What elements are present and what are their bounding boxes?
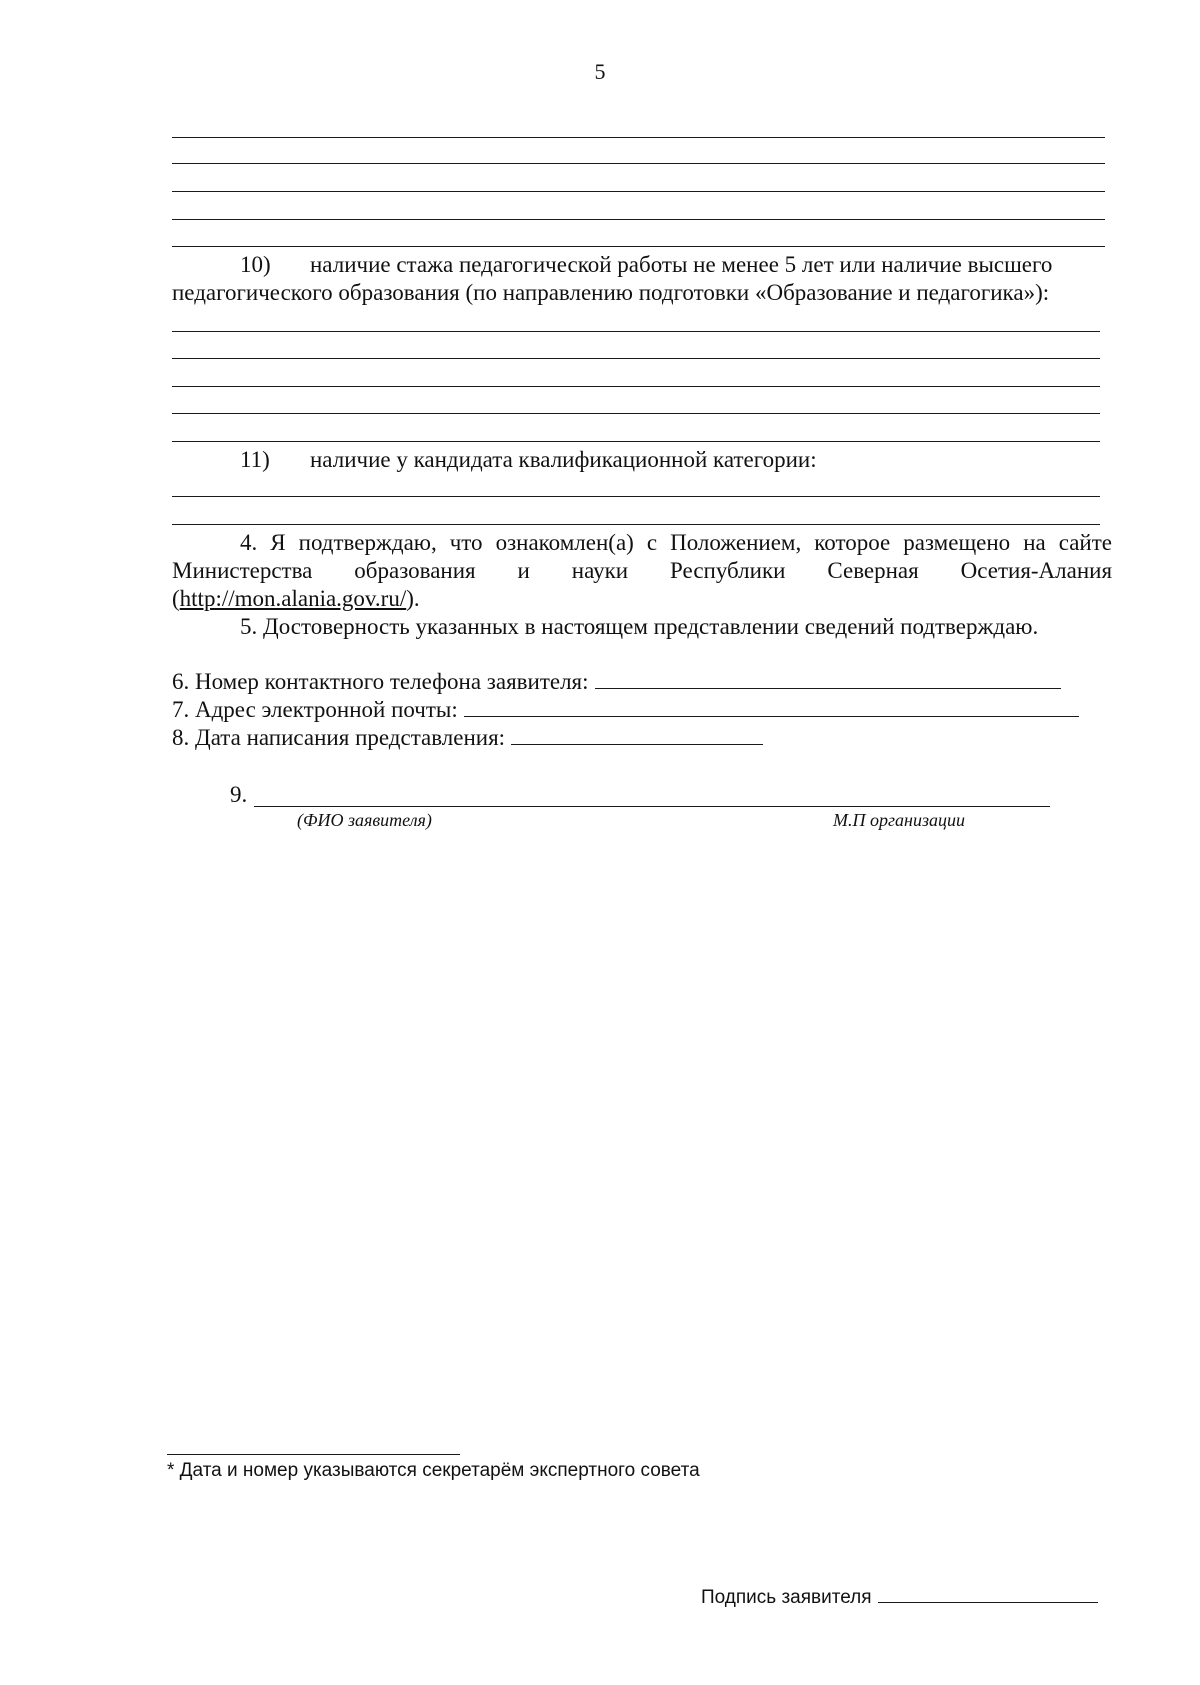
item-10 [240,251,1052,279]
section-9-number: 9. [230,782,248,807]
phone-field[interactable] [595,668,1061,689]
ministry-website-link[interactable]: http://mon.alania.gov.ru/ [179,586,407,611]
blank-line [172,441,1100,442]
signature [701,1584,1098,1612]
section-4-word: образования [354,558,476,583]
section-8 [172,724,763,752]
blank-line [172,331,1100,332]
section-4-line2 [172,557,1112,585]
signature-field[interactable] [878,1586,1098,1603]
section-4-word: Министерства [172,558,313,583]
phone-label: 6. Номер контактного телефона заявителя: [172,669,589,694]
item-10-text-line2: педагогического образования (по направлению подготовки «Образование и педагогика»): [172,280,1050,305]
page-number: 5 [594,59,606,84]
section-4-line1: 4. Я подтверждаю, что ознакомлен(а) с Положением, которое размещено на сайте [240,530,1112,555]
blank-line [172,413,1100,414]
item-11 [240,446,817,474]
email-field[interactable] [464,696,1079,717]
blank-line [172,358,1100,359]
link-open-paren: ( [172,586,180,611]
blank-line [172,386,1100,387]
footnote: * Дата и номер указываются секретарём экспертного совета [167,1460,700,1481]
section-7 [172,696,1079,724]
blank-line [172,137,1105,138]
footnote-separator [167,1454,460,1455]
section-4-word: Осетия-Алания [960,558,1113,583]
section-4-word: и [517,558,530,583]
applicant-name-field[interactable] [254,806,1050,807]
section-4-word: Республики [670,558,786,583]
caption-applicant-name: (ФИО заявителя) [297,810,432,830]
section-6 [172,668,1061,696]
section-4-word: Северная [827,558,919,583]
signature-label: Подпись заявителя [701,1587,872,1608]
section-4-line3 [172,585,420,613]
link-close-paren: ). [406,586,420,611]
blank-line [172,163,1105,164]
item-10-number: 10) [240,252,271,277]
date-field[interactable] [511,724,763,745]
section-4-word: науки [571,558,629,583]
item-11-number: 11) [240,447,270,472]
section-5: 5. Достоверность указанных в настоящем представлении сведений подтверждаю. [240,614,1039,639]
blank-line [172,191,1105,192]
blank-line [172,246,1105,247]
email-label: 7. Адрес электронной почты: [172,697,458,722]
blank-line [172,496,1100,497]
item-11-text: наличие у кандидата квалификационной категории: [310,447,817,472]
blank-line [172,524,1100,525]
blank-line [172,219,1105,220]
date-label: 8. Дата написания представления: [172,725,506,750]
item-10-text-line1: наличие стажа педагогической работы не менее 5 лет или наличие высшего [310,252,1053,277]
caption-organization-stamp: М.П организации [833,810,965,830]
